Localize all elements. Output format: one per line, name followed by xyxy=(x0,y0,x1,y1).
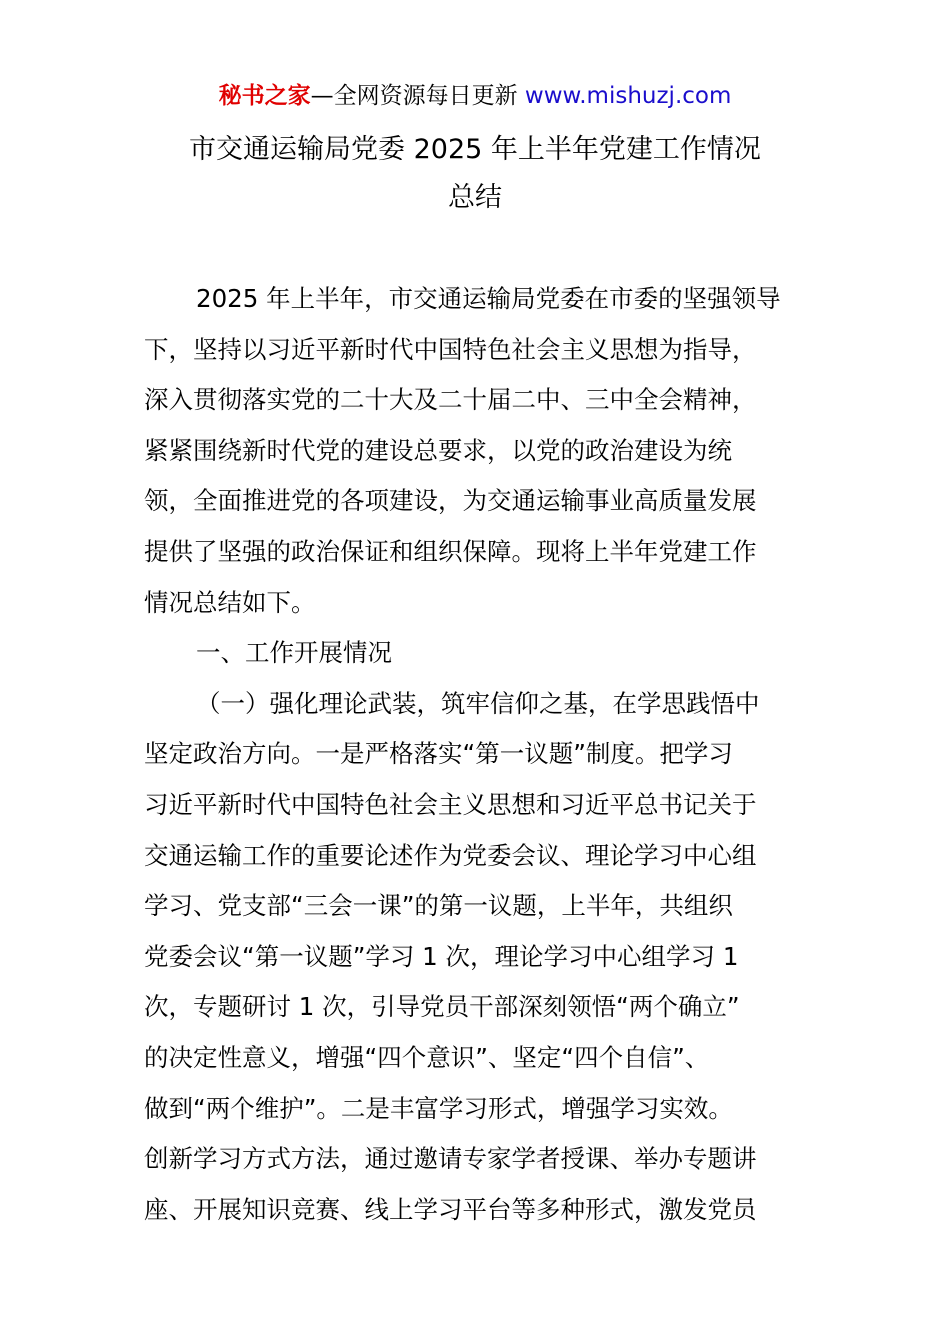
body-line: 下，坚持以习近平新时代中国特色社会主义思想为指导， xyxy=(144,334,757,364)
site-header xyxy=(0,80,950,112)
document-body xyxy=(144,274,814,1235)
body-line: 坚定政治方向。一是严格落实“第一议题”制度。把学习 xyxy=(144,739,733,769)
body-line: 深入贯彻落实党的二十大及二十届二中、三中全会精神， xyxy=(144,385,757,415)
body-line: 座、开展知识竞赛、线上学习平台等多种形式，激发党员 xyxy=(144,1194,757,1224)
body-line: 习近平新时代中国特色社会主义思想和习近平总书记关于 xyxy=(144,789,757,819)
title-line-1: 市交通运输局党委 2025 年上半年党建工作情况 xyxy=(189,134,761,165)
site-url-link[interactable]: www.mishuzj.com xyxy=(524,83,732,109)
body-line: 2025 年上半年，市交通运输局党委在市委的坚强领导 xyxy=(196,284,781,313)
body-line: 创新学习方式方法，通过邀请专家学者授课、举办专题讲 xyxy=(144,1144,757,1174)
body-line: 交通运输工作的重要论述作为党委会议、理论学习中心组 xyxy=(144,840,757,870)
body-line: 领，全面推进党的各项建设，为交通运输事业高质量发展 xyxy=(144,486,757,516)
body-line: 紧紧围绕新时代党的建设总要求，以党的政治建设为统 xyxy=(144,435,732,465)
body-line: 学习、党支部“三会一课”的第一议题，上半年，共组织 xyxy=(144,891,733,921)
body-line: 做到“两个维护”。二是丰富学习形式，增强学习实效。 xyxy=(144,1093,733,1123)
body-line: 次，专题研讨 1 次，引导党员干部深刻领悟“两个确立” xyxy=(144,992,740,1022)
subsection-heading: （一）强化理论武装，筑牢信仰之基，在学思践悟中 xyxy=(196,688,760,718)
body-line: 的决定性意义，增强“四个意识”、坚定“四个自信”、 xyxy=(144,1042,710,1072)
body-line: 提供了坚强的政治保证和组织保障。现将上半年党建工作 xyxy=(144,536,757,566)
section-heading: 一、工作开展情况 xyxy=(196,638,392,668)
title-line-2: 总结 xyxy=(448,182,502,213)
body-line: 情况总结如下。 xyxy=(144,587,316,617)
document-title xyxy=(120,126,830,222)
brand-name: 秘书之家 xyxy=(218,83,311,109)
body-line: 党委会议“第一议题”学习 1 次，理论学习中心组学习 1 xyxy=(144,941,739,971)
header-tagline: —全网资源每日更新 xyxy=(310,83,525,109)
